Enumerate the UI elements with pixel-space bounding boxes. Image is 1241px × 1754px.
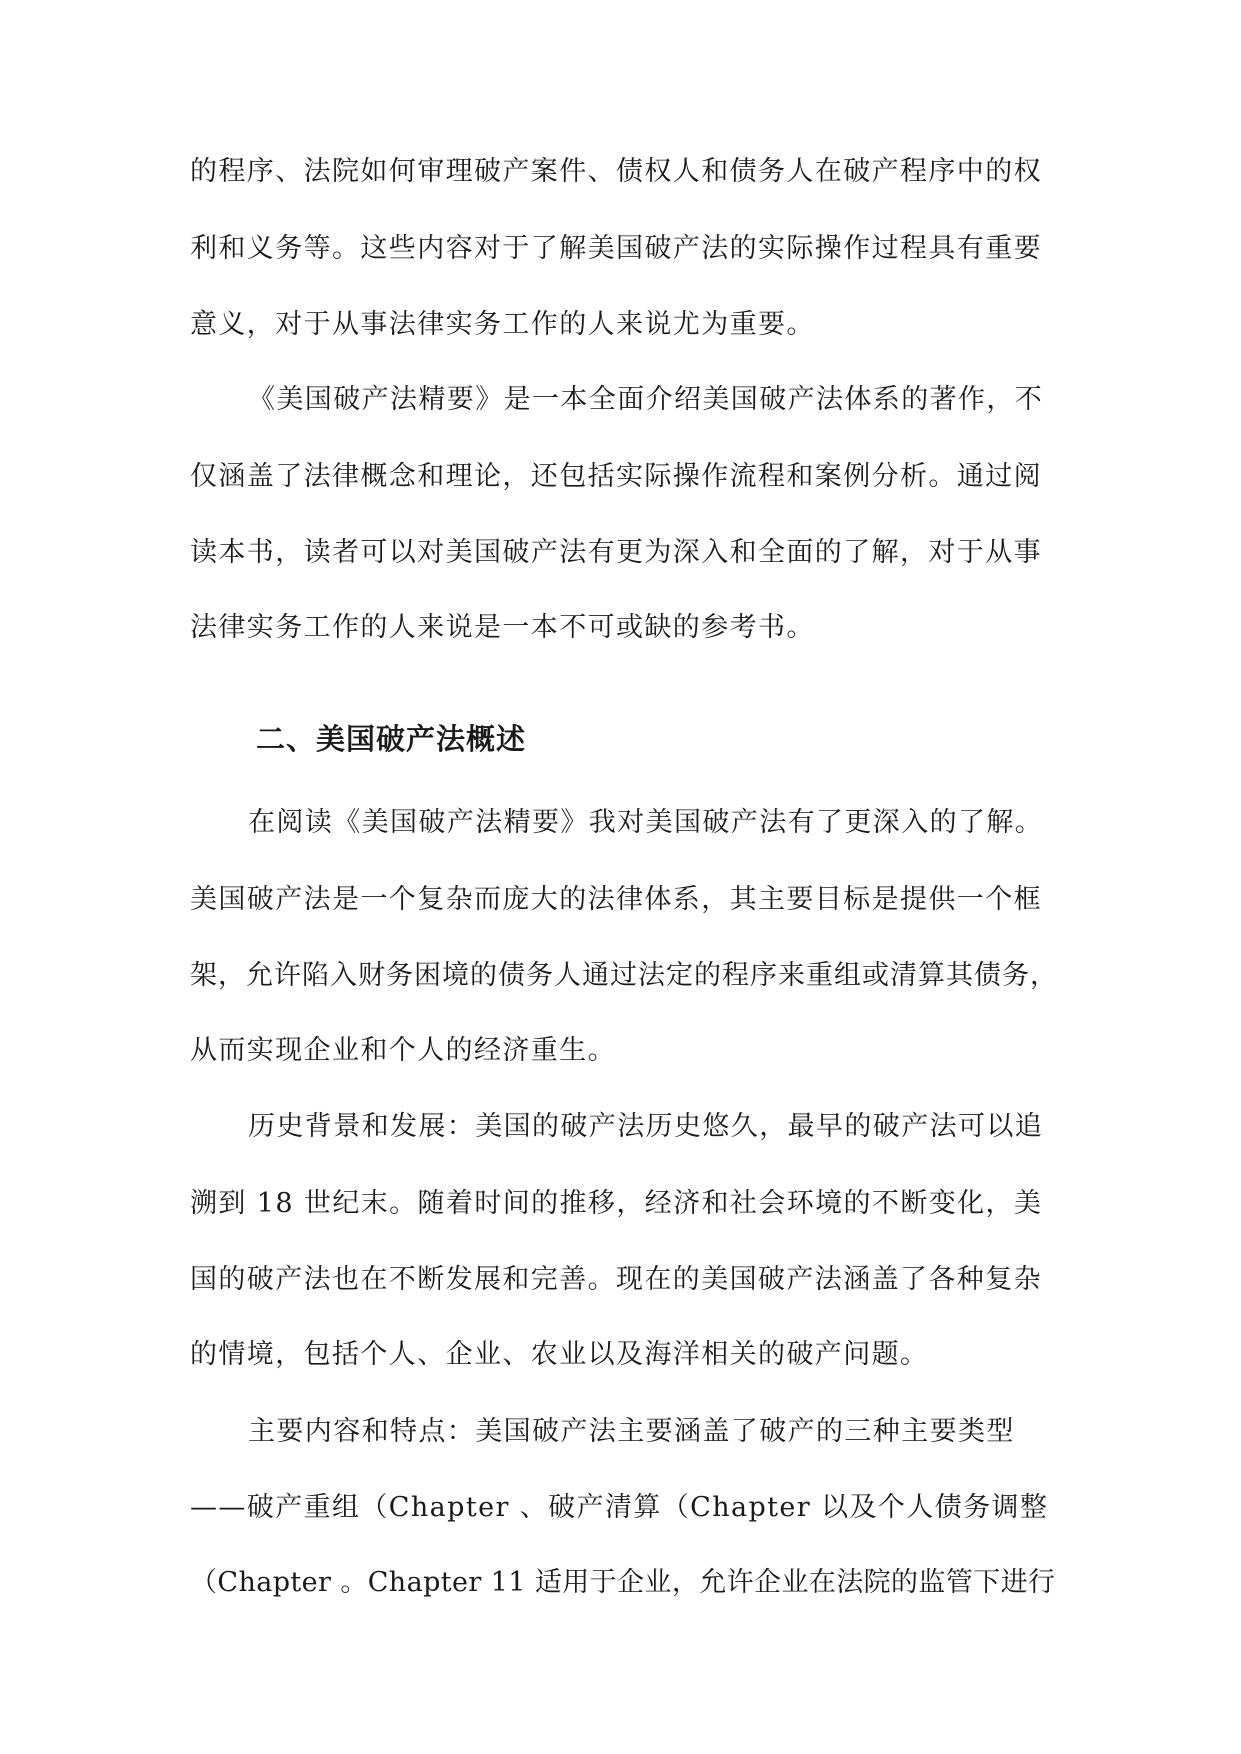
paragraph-3-line-4: 从而实现企业和个人的经济重生。 [190, 1035, 616, 1066]
paragraph-5-line-3: （Chapter 。Chapter 11 适用于企业，允许企业在法院的监管下进行 [190, 1567, 1056, 1598]
paragraph-4-line-3: 国的破产法也在不断发展和完善。现在的美国破产法涵盖了各种复杂 [190, 1264, 1042, 1295]
paragraph-2-line-1: 《美国破产法精要》是一本全面介绍美国破产法体系的著作，不 [248, 384, 1044, 415]
paragraph-3-line-3: 架，允许陷入财务困境的债务人通过法定的程序来重组或清算其债务， [190, 960, 1058, 991]
paragraph-4-line-4: 的情境，包括个人、企业、农业以及海洋相关的破产问题。 [190, 1339, 929, 1370]
paragraph-5-line-1: 主要内容和特点：美国破产法主要涵盖了破产的三种主要类型 [248, 1416, 1015, 1447]
paragraph-1-line-3: 意义，对于从事法律实务工作的人来说尤为重要。 [190, 309, 815, 340]
paragraph-1-line-1: 的程序、法院如何审理破产案件、债权人和债务人在破产程序中的权 [190, 156, 1042, 187]
paragraph-1-line-2: 利和义务等。这些内容对于了解美国破产法的实际操作过程具有重要 [190, 233, 1042, 264]
paragraph-4-line-1: 历史背景和发展：美国的破产法历史悠久，最早的破产法可以追 [248, 1111, 1044, 1142]
paragraph-3-line-1: 在阅读《美国破产法精要》我对美国破产法有了更深入的了解。 [248, 807, 1044, 838]
paragraph-3-line-2: 美国破产法是一个复杂而庞大的法律体系，其主要目标是提供一个框 [190, 884, 1042, 915]
paragraph-2-line-3: 读本书，读者可以对美国破产法有更为深入和全面的了解，对于从事 [190, 537, 1042, 568]
paragraph-4-line-2: 溯到 18 世纪末。随着时间的推移，经济和社会环境的不断变化，美 [190, 1188, 1043, 1219]
paragraph-5-line-2: ——破产重组（Chapter 、破产清算（Chapter 以及个人债务调整 [190, 1492, 1049, 1523]
paragraph-2-line-4: 法律实务工作的人来说是一本不可或缺的参考书。 [190, 612, 815, 643]
section-heading: 二、美国破产法概述 [256, 722, 527, 756]
paragraph-2-line-2: 仅涵盖了法律概念和理论，还包括实际操作流程和案例分析。通过阅 [190, 461, 1042, 492]
